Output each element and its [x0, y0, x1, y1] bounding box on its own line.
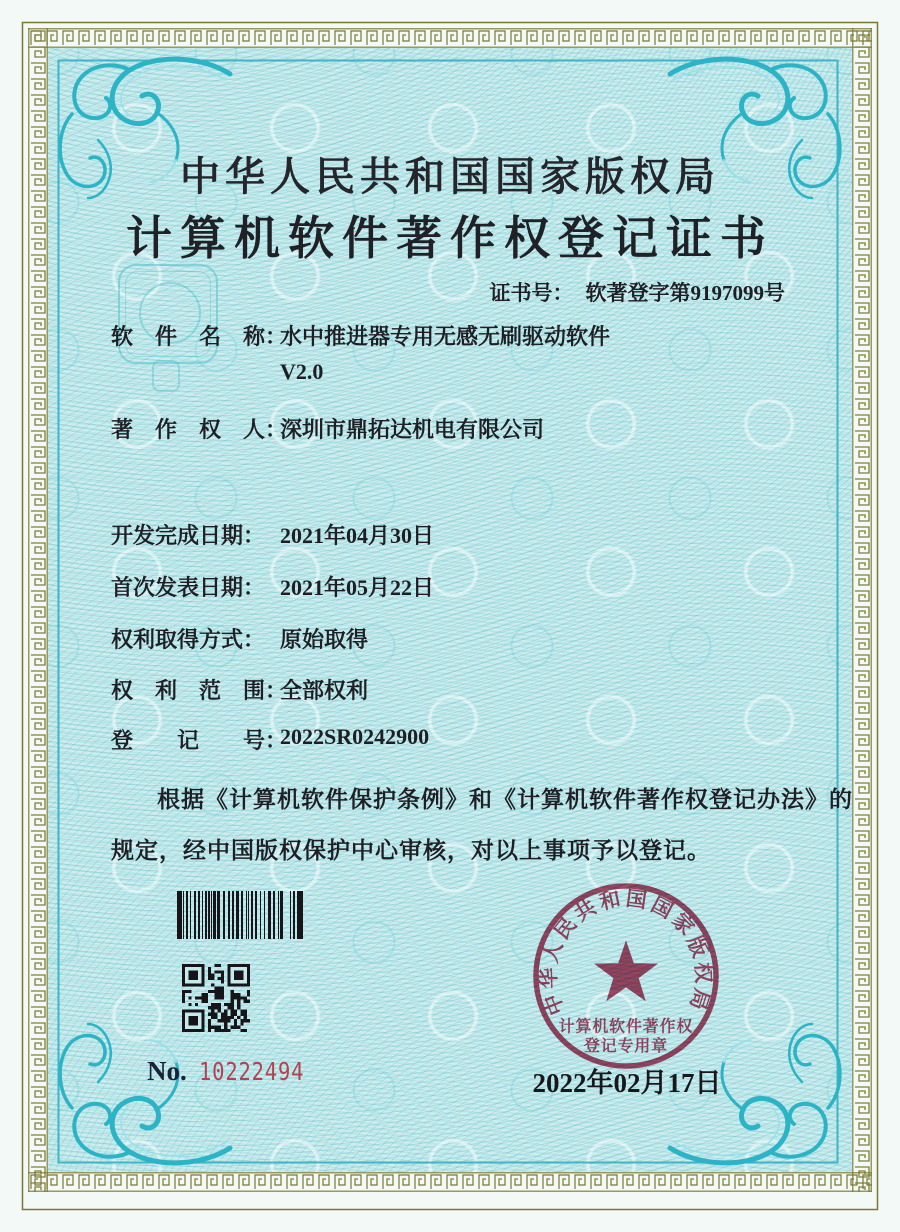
- field-value: 深圳市鼎拓达机电有限公司: [280, 417, 545, 442]
- field-value: 2021年05月22日: [280, 575, 435, 600]
- field-completion-date: [0, 519, 900, 549]
- field-value: 2021年04月30日: [280, 523, 435, 548]
- seal-arc-text: 中华人民共和国国家版权局: [537, 887, 715, 1019]
- field-label: 著 作 权 人：: [111, 417, 288, 442]
- barcode: [177, 891, 303, 939]
- field-value: 全部权利: [280, 678, 369, 703]
- field-copyright-owner: [0, 413, 900, 443]
- seal-text-line1: 计算机软件著作权: [558, 1018, 694, 1036]
- field-label: 权利取得方式：: [111, 627, 266, 652]
- serial-number-value: 10222494: [198, 1057, 305, 1086]
- field-label: 软 件 名 称：: [111, 324, 288, 349]
- field-label: 权 利 范 围：: [111, 678, 288, 703]
- field-value: 2022SR0242900: [280, 724, 430, 749]
- field-software-name: [0, 320, 900, 350]
- field-rights-scope: [0, 674, 900, 704]
- field-value-line2: V2.0: [280, 359, 324, 384]
- registration-date: 2022年02月17日: [532, 1068, 722, 1098]
- statement-line2: 规定，经中国版权保护中心审核，对以上事项予以登记。: [111, 838, 711, 863]
- meander-band-bottom: [28, 1172, 872, 1192]
- meander-band-top: [28, 28, 872, 48]
- seal-star: [594, 940, 658, 1001]
- field-registration-number: [0, 724, 900, 754]
- field-value: 水中推进器专用无感无刷驱动软件: [280, 324, 611, 349]
- field-software-version: [0, 359, 900, 389]
- serial-number-line: [147, 1056, 327, 1087]
- certificate-number-line: [490, 277, 786, 307]
- certificate-title: 计算机软件著作权登记证书: [126, 213, 774, 264]
- field-label: 登 记 号：: [111, 728, 288, 753]
- field-label: 首次发表日期：: [111, 575, 266, 600]
- official-seal: [531, 881, 721, 1071]
- statement-line1: 根据《计算机软件保护条例》和《计算机软件著作权登记办法》的: [157, 787, 853, 812]
- issuing-authority: 中华人民共和国国家版权局: [180, 154, 720, 199]
- serial-number-label: No.: [147, 1056, 187, 1086]
- field-first-publication-date: [0, 571, 900, 601]
- field-label: 开发完成日期：: [111, 523, 266, 548]
- qr-code: [182, 964, 250, 1032]
- certificate-number-label: 证书号：: [489, 281, 574, 305]
- seal-text-line2: 登记专用章: [583, 1038, 669, 1056]
- certificate-number-value: 软著登字第9197099号: [585, 281, 785, 305]
- field-acquisition-method: [0, 623, 900, 653]
- field-value: 原始取得: [280, 627, 369, 652]
- corner-ornament-bottom-left: [60, 1024, 230, 1163]
